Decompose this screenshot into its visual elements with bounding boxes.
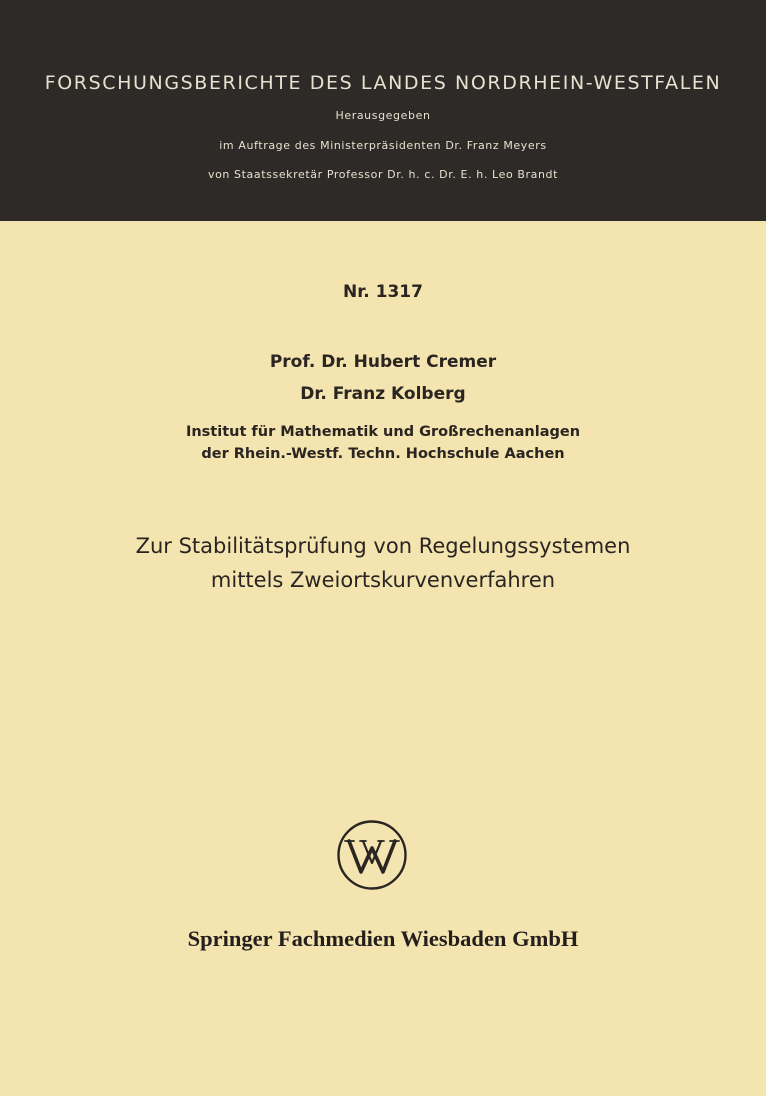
- publisher-name: Springer Fachmedien Wiesbaden GmbH: [187, 926, 579, 951]
- series-title: FORSCHUNGSBERICHTE DES LANDES NORDRHEIN-WESTFALEN: [44, 72, 722, 94]
- author-1: Prof. Dr. Hubert Cremer: [269, 352, 497, 372]
- author-2: Dr. Franz Kolberg: [300, 384, 466, 404]
- header-band: [0, 0, 766, 221]
- institution-line-1: Institut für Mathematik und Großrechenanlagen: [185, 424, 581, 440]
- publisher-wv-logo-icon: [336, 819, 408, 891]
- report-number: Nr. 1317: [343, 282, 423, 302]
- institution-line-2: der Rhein.-Westf. Techn. Hochschule Aachen: [201, 446, 565, 462]
- editor-line-secretary: von Staatssekretär Professor Dr. h. c. Dr. E. h. Leo Brandt: [207, 168, 559, 181]
- editor-line-minister: im Auftrage des Ministerpräsidenten Dr. Franz Meyers: [219, 139, 547, 152]
- title-line-2: mittels Zweiortskurvenverfahren: [210, 568, 556, 592]
- title-line-1: Zur Stabilitätsprüfung von Regelungssystemen: [135, 534, 631, 558]
- editor-label: Herausgegeben: [335, 109, 431, 122]
